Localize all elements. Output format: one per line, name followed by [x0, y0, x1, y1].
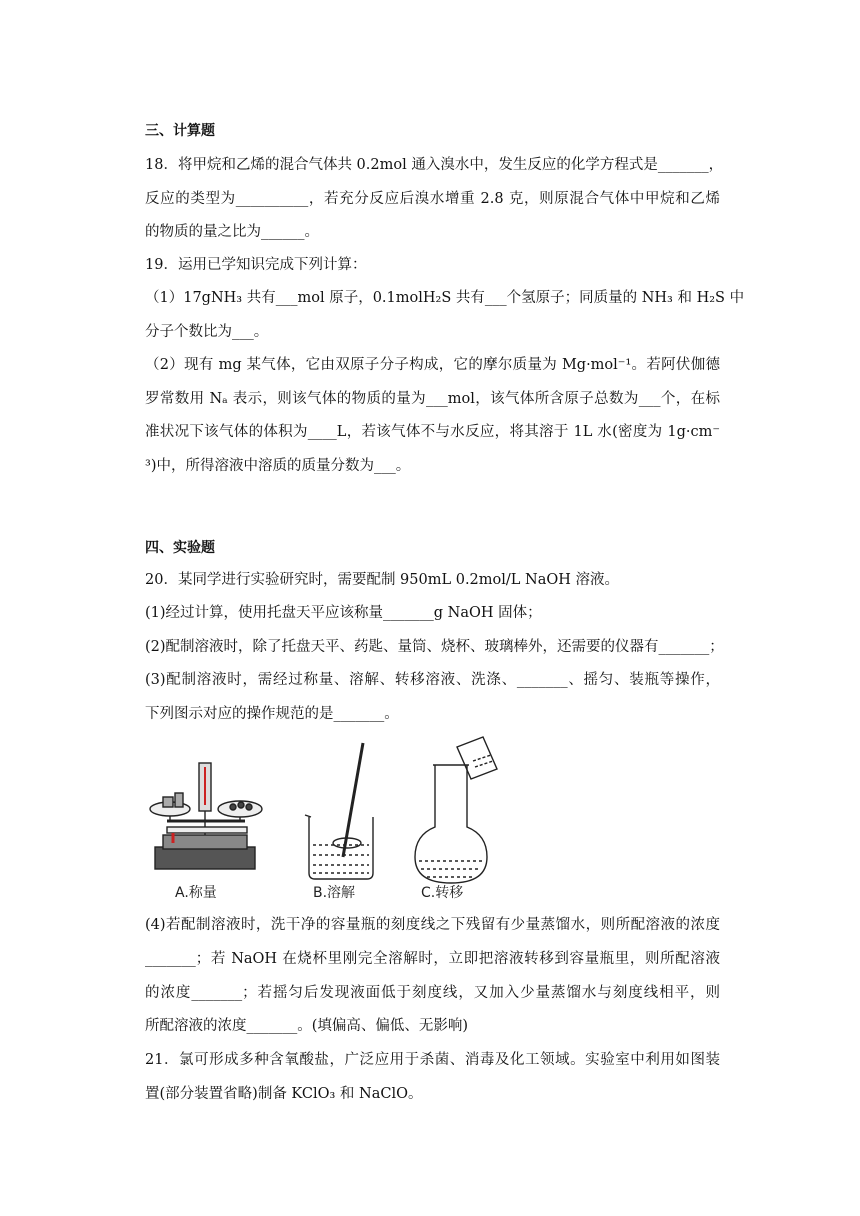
question-19-part-2-line-3: 准状况下该气体的体积为____L，若该气体不与水反应，将其溶于 1L 水(密度为 1g·cm⁻ — [145, 424, 720, 440]
question-20-part-3-line-2: 下列图示对应的操作规范的是_______。 — [145, 706, 399, 722]
caption-transfer: C.转移 — [421, 885, 464, 901]
question-19-part-1-line-1: （1）17gNH₃ 共有___mol 原子，0.1molH₂S 共有___个氢原子；同质量的 NH₃ 和 H₂S 中 — [145, 290, 745, 306]
caption-weighing: A.称量 — [175, 885, 217, 901]
question-19-part-1-line-2: 分子个数比为___。 — [145, 324, 269, 340]
question-19-part-2-line-1: （2）现有 mg 某气体，它由双原子分子构成，它的摩尔质量为 Mg·mol⁻¹。若阿伏伽德 — [145, 357, 720, 373]
question-20-part-4-line-3: 的浓度_______；若摇匀后发现液面低于刻度线，又加入少量蒸馏水与刻度线相平，则 — [145, 985, 720, 1001]
question-18-line-1: 18．将甲烷和乙烯的混合气体共 0.2mol 通入溴水中，发生反应的化学方程式是_______， — [145, 157, 724, 173]
question-20-part-1: (1)经过计算，使用托盘天平应该称量_______g NaOH 固体； — [145, 605, 542, 621]
question-20-part-4-line-2: _______；若 NaOH 在烧杯里刚完全溶解时，立即把溶液转移到容量瓶里，则所配溶液 — [145, 951, 720, 967]
beaker-illustration — [305, 743, 373, 879]
question-21-line-2: 置(部分装置省略)制备 KClO₃ 和 NaClO。 — [145, 1086, 423, 1102]
question-20-part-4-line-4: 所配溶液的浓度_______。(填偏高、偏低、无影响) — [145, 1018, 469, 1034]
lab-operations-figure — [145, 735, 525, 905]
caption-dissolving: B.溶解 — [313, 885, 356, 901]
question-19-part-2-line-2: 罗常数用 Nₐ 表示，则该气体的物质的量为___mol，该气体所含原子总数为___个，在标 — [145, 391, 720, 407]
question-18-line-3: 的物质的量之比为______。 — [145, 224, 319, 240]
section-title-calculation: 三、计算题 — [145, 123, 215, 139]
question-20-part-2: (2)配制溶液时，除了托盘天平、药匙、量筒、烧杯、玻璃棒外，还需要的仪器有_______； — [145, 639, 724, 655]
question-19-part-2-line-4: ³)中，所得溶液中溶质的质量分数为___。 — [145, 458, 411, 474]
balance-illustration — [150, 763, 262, 869]
question-20-part-4-line-1: (4)若配制溶液时，洗干净的容量瓶的刻度线之下残留有少量蒸馏水，则所配溶液的浓度 — [145, 917, 720, 933]
question-20-stem: 20．某同学进行实验研究时，需要配制 950mL 0.2mol/L NaOH 溶液。 — [145, 572, 619, 588]
question-20-part-3-line-1: (3)配制溶液时，需经过称量、溶解、转移溶液、洗涤、_______、摇匀、装瓶等操作， — [145, 672, 720, 688]
question-21-line-1: 21．氯可形成多种含氧酸盐，广泛应用于杀菌、消毒及化工领域。实验室中利用如图装 — [145, 1052, 720, 1068]
flask-illustration — [415, 737, 497, 883]
question-18-line-2: 反应的类型为__________，若充分反应后溴水增重 2.8 克，则原混合气体中甲烷和乙烯 — [145, 191, 720, 207]
question-19-stem: 19．运用已学知识完成下列计算： — [145, 257, 367, 273]
section-title-experiment: 四、实验题 — [145, 540, 215, 556]
